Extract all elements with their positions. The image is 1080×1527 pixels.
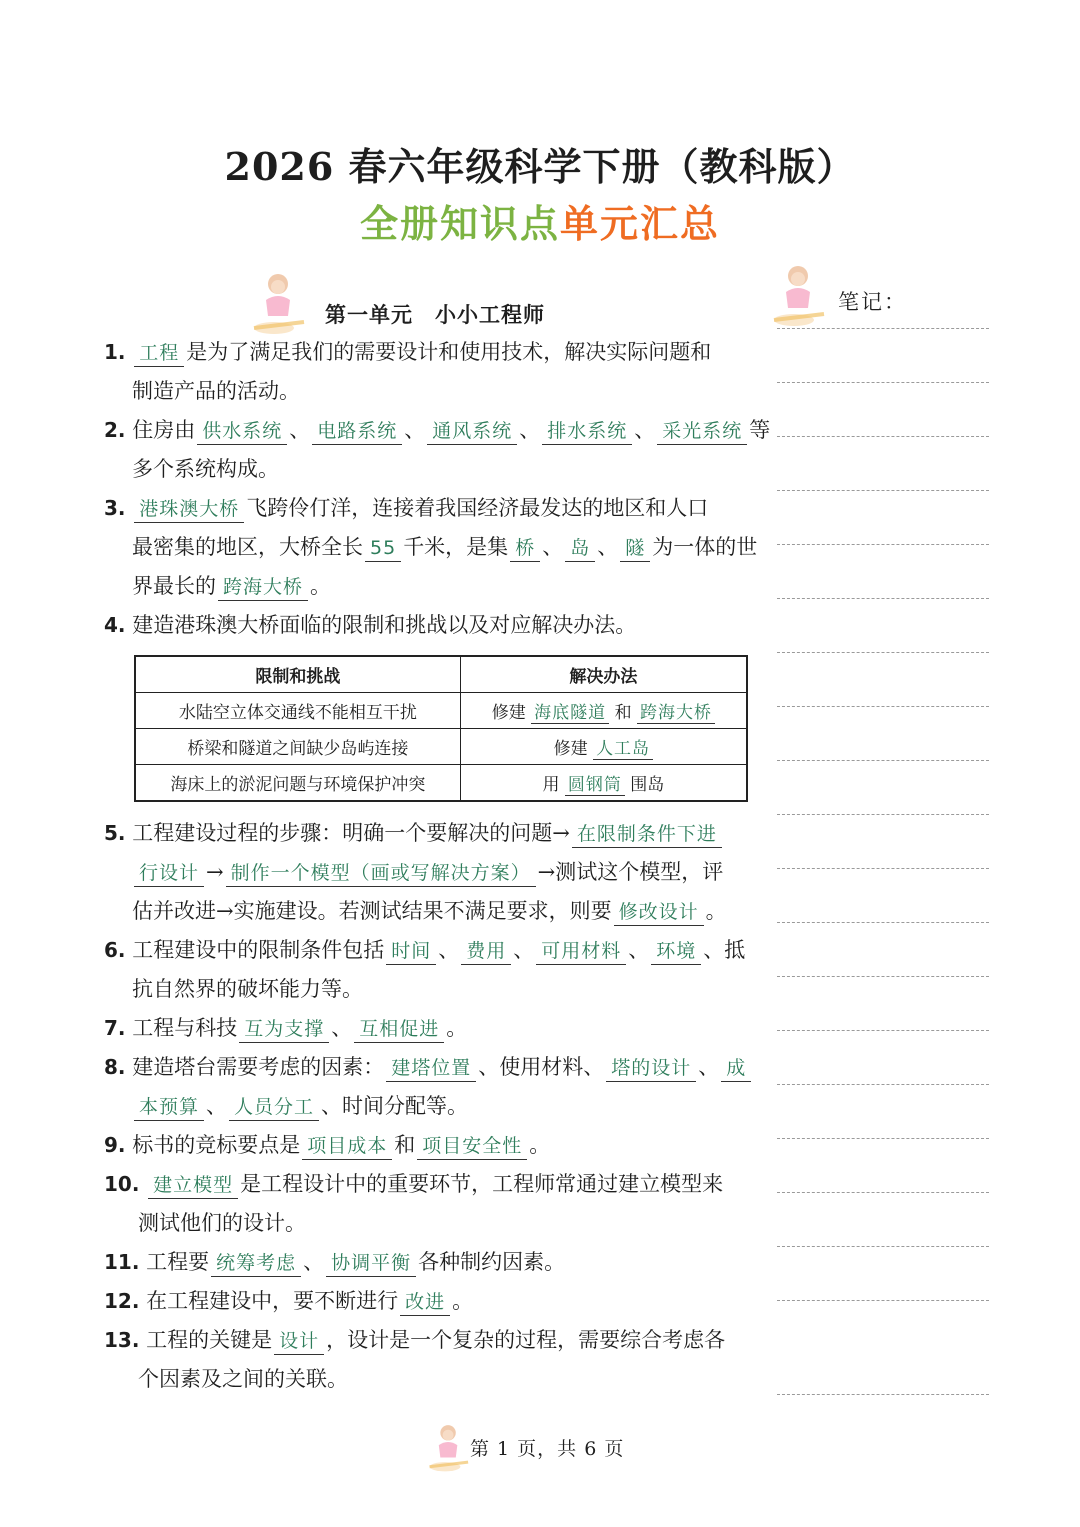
note-line: [777, 976, 989, 977]
table-cell: 海床上的淤泥问题与环境保护冲突: [135, 765, 460, 802]
note-line: [777, 1084, 989, 1085]
list-item: 1. 工程 是为了满足我们的需要设计和使用技术，解决实际问题和: [104, 333, 754, 372]
answer-fill: 项目成本: [302, 1133, 392, 1160]
table-row: [135, 765, 747, 802]
answer-fill: 设计: [274, 1328, 324, 1355]
answer-fill: 在限制条件下进: [572, 821, 722, 848]
table-row: [135, 729, 747, 765]
answer-fill: 制作一个模型（画或写解决方案）: [226, 860, 536, 887]
answer-fill: 跨海大桥: [637, 703, 715, 724]
list-item: 9. 标书的竞标要点是 项目成本 和 项目安全性 。: [104, 1126, 754, 1165]
answer-fill: 圆钢筒: [565, 775, 625, 796]
answer-fill: 55: [365, 535, 401, 562]
unit-name: 小小工程师: [435, 302, 545, 327]
answer-fill: 统筹考虑: [211, 1250, 301, 1277]
list-item-cont: 行设计 → 制作一个模型（画或写解决方案） →测试这个模型，评: [104, 853, 754, 892]
answer-fill: 建立模型: [148, 1172, 238, 1199]
answer-fill: 电路系统: [312, 418, 402, 445]
note-line: [777, 1394, 989, 1395]
answer-fill: 行设计: [134, 860, 204, 887]
list-item: 11. 工程要 统筹考虑 、 协调平衡 各种制约因素。: [104, 1243, 754, 1282]
answer-fill: 建塔位置: [386, 1055, 476, 1082]
answer-fill: 供水系统: [197, 418, 287, 445]
answer-fill: 项目安全性: [417, 1133, 527, 1160]
list-item-cont: 最密集的地区，大桥全长 55 千米，是集 桥 、 岛 、 隧 为一体的世: [104, 528, 754, 567]
list-item-cont: 多个系统构成。: [132, 457, 279, 481]
list-item-cont: 估并改进→实施建设。若测试结果不满足要求，则要 修改设计 。: [104, 892, 754, 931]
answer-fill: 修改设计: [614, 899, 704, 926]
list-item: 4. 建造港珠澳大桥面临的限制和挑战以及对应解决办法。: [104, 613, 637, 637]
note-line: [777, 598, 989, 599]
answer-fill: 桥: [510, 535, 540, 562]
answer-fill: 跨海大桥: [218, 574, 308, 601]
list-item: 3. 港珠澳大桥 飞跨伶仃洋，连接着我国经济最发达的地区和人口: [104, 489, 754, 528]
note-line: [777, 814, 989, 815]
note-line: [777, 1030, 989, 1031]
knowledge-list: [104, 333, 771, 1399]
answer-fill: 协调平衡: [326, 1250, 416, 1277]
note-line: [777, 922, 989, 923]
note-line: [777, 436, 989, 437]
list-item-cont: 界最长的 跨海大桥 。: [104, 567, 754, 606]
note-line: [777, 544, 989, 545]
list-item: 7. 工程与科技 互为支撑 、 互相促进 。: [104, 1009, 754, 1048]
note-line: [777, 868, 989, 869]
table-row: [135, 693, 747, 729]
list-item: 2. 住房由 供水系统 、 电路系统 、 通风系统 、 排水系统 、 采光系统 等: [104, 411, 754, 450]
note-line: [777, 760, 989, 761]
note-line: [777, 382, 989, 383]
answer-fill: 隧: [620, 535, 650, 562]
subtitle-part-a: 全册知识点: [359, 202, 560, 246]
answer-fill: 排水系统: [542, 418, 632, 445]
page-number: 第 1 页，共 6 页: [470, 1438, 625, 1460]
note-line: [777, 328, 989, 329]
list-item-cont: 制造产品的活动。: [132, 379, 300, 403]
girl-on-pencil-icon: [772, 262, 842, 332]
note-line: [777, 1138, 989, 1139]
answer-fill: 塔的设计: [606, 1055, 696, 1082]
answer-fill: 通风系统: [427, 418, 517, 445]
note-line: [777, 706, 989, 707]
table-header: 解决办法: [460, 656, 747, 693]
answer-fill: 本预算: [134, 1094, 204, 1121]
constraints-table: [134, 655, 748, 802]
answer-fill: 人工岛: [593, 739, 653, 760]
answer-fill: 互为支撑: [239, 1016, 329, 1043]
list-item: 13. 工程的关键是 设计 ，设计是一个复杂的过程，需要综合考虑各: [104, 1321, 754, 1360]
note-line: [777, 490, 989, 491]
answer-fill: 时间: [386, 938, 436, 965]
table-header: 限制和挑战: [135, 656, 460, 693]
list-item-cont: 测试他们的设计。: [138, 1211, 306, 1235]
list-item: 10. 建立模型 是工程设计中的重要环节，工程师常通过建立模型来: [104, 1165, 754, 1204]
answer-fill: 海底隧道: [531, 703, 609, 724]
table-header-row: [135, 656, 747, 693]
notes-label: 笔记：: [838, 290, 907, 314]
table-cell: 桥梁和隧道之间缺少岛屿连接: [135, 729, 460, 765]
list-item: 6. 工程建设中的限制条件包括 时间 、 费用 、 可用材料 、 环境 、抵: [104, 931, 754, 970]
answer-fill: 互相促进: [354, 1016, 444, 1043]
table-cell: 用 圆钢筒 围岛: [460, 765, 747, 802]
table-cell: 水陆空立体交通线不能相互干扰: [135, 693, 460, 729]
answer-fill: 成: [721, 1055, 751, 1082]
document-title: 2026 春六年级科学下册（教科版）: [224, 144, 856, 189]
answer-fill: 改进: [400, 1289, 450, 1316]
answer-fill: 采光系统: [657, 418, 747, 445]
list-item-cont: 个因素及之间的关联。: [138, 1367, 348, 1391]
note-line: [777, 1192, 989, 1193]
answer-fill: 港珠澳大桥: [134, 496, 244, 523]
answer-fill: 费用: [461, 938, 511, 965]
note-line: [777, 1300, 989, 1301]
list-item: 5. 工程建设过程的步骤：明确一个要解决的问题→ 在限制条件下进: [104, 814, 754, 853]
table-cell: 修建 海底隧道 和 跨海大桥: [460, 693, 747, 729]
note-line: [777, 1246, 989, 1247]
list-item-cont: 抗自然界的破坏能力等。: [132, 977, 363, 1001]
answer-fill: 环境: [651, 938, 701, 965]
subtitle-part-b: 单元汇总: [560, 202, 721, 246]
list-item: 8. 建造塔台需要考虑的因素： 建塔位置 、使用材料、 塔的设计 、 成: [104, 1048, 754, 1087]
answer-fill: 人员分工: [229, 1094, 319, 1121]
unit-heading: [325, 299, 567, 329]
list-item-cont: 本预算 、 人员分工 、时间分配等。: [104, 1087, 754, 1126]
document-subtitle: [0, 193, 1080, 248]
answer-fill: 工程: [134, 340, 184, 367]
girl-on-pencil-icon: [252, 270, 322, 340]
unit-label: 第一单元: [325, 302, 413, 327]
table-cell: 修建 人工岛: [460, 729, 747, 765]
list-item: 12. 在工程建设中，要不断进行 改进 。: [104, 1282, 754, 1321]
answer-fill: 岛: [565, 535, 595, 562]
answer-fill: 可用材料: [536, 938, 626, 965]
note-line: [777, 652, 989, 653]
